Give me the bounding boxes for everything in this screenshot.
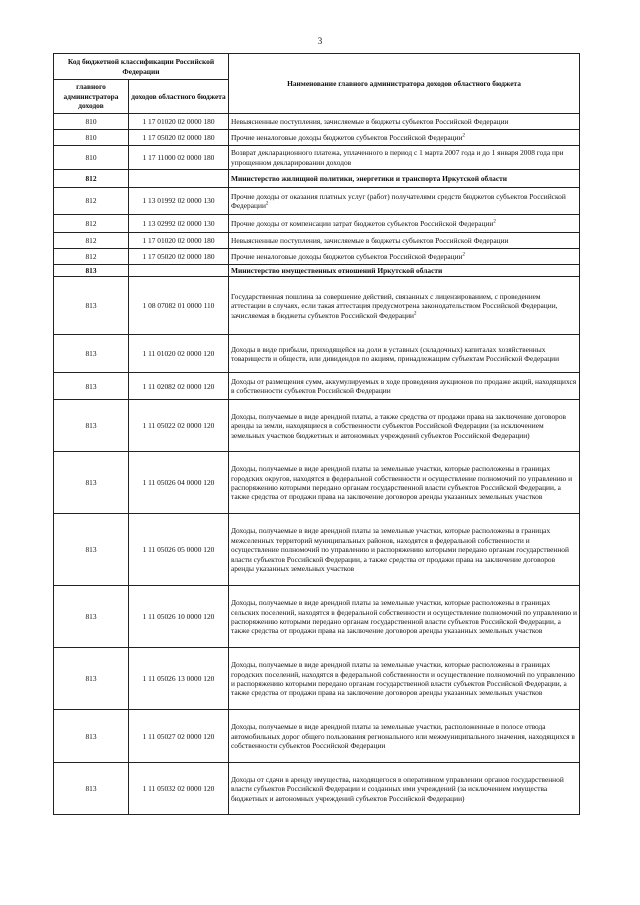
table-row	[54, 335, 580, 373]
income-code-cell: 1 11 05026 04 0000 120	[129, 452, 229, 514]
income-name-cell	[229, 233, 580, 249]
income-code-cell: 1 17 05020 02 0000 180	[129, 249, 229, 265]
admin-code-cell: 813	[54, 648, 129, 710]
income-name-text: Доходы, получаемые в виде арендной платы за земельные участки, расположенные в полосе отвода автомобильных дорог общего пользования регионального или межмуниципального значения, находящихся в собственности субъектов Российской Федерации	[231, 722, 575, 751]
income-code-cell: 1 11 05032 02 0000 120	[129, 763, 229, 815]
table-row	[54, 763, 580, 815]
admin-code-cell: 813	[54, 452, 129, 514]
income-name-cell	[229, 277, 580, 335]
income-name-cell	[229, 373, 580, 400]
ministry-row	[54, 265, 580, 277]
admin-code-cell: 812	[54, 233, 129, 249]
income-name-cell	[229, 400, 580, 452]
income-code-cell	[129, 265, 229, 277]
income-name-text: Доходы в виде прибыли, приходящейся на доли в уставных (складочных) капиталах хозяйственных товариществ и обществ, или дивидендов по акциям, принадлежащим субъектам Российской Федерации	[231, 344, 560, 363]
income-code-cell: 1 11 05022 02 0000 120	[129, 400, 229, 452]
income-name-text: Министерство имущественных отношений Иркутской области	[231, 266, 443, 275]
income-name-cell	[229, 648, 580, 710]
income-code-cell: 1 13 01992 02 0000 130	[129, 188, 229, 215]
income-name-cell	[229, 452, 580, 514]
admin-code-cell: 812	[54, 170, 129, 188]
budget-classification-table	[53, 53, 580, 815]
income-name-cell	[229, 215, 580, 233]
income-name-cell	[229, 130, 580, 146]
admin-code-cell: 813	[54, 373, 129, 400]
admin-code-cell: 812	[54, 188, 129, 215]
admin-code-cell: 813	[54, 586, 129, 648]
ministry-row	[54, 170, 580, 188]
admin-code-cell: 813	[54, 763, 129, 815]
header-admin-code: главного администратора доходов	[54, 80, 129, 114]
admin-code-cell: 812	[54, 249, 129, 265]
income-code-cell: 1 11 05026 10 0000 120	[129, 586, 229, 648]
table-row	[54, 130, 580, 146]
income-name-text: Государственная пошлина за совершение действий, связанных с лицензированием, с проведением аттестации в случаях, если такая аттестация предусмотрена законодательством Российской Федерации, зачисляемая в бюджеты субъектов Российской Федерации	[231, 291, 558, 320]
income-name-text: Доходы, получаемые в виде арендной платы за земельные участки, которые расположены в границах сельских поселений, находятся в федеральной собственности и осуществление полномочий по управлению и распоряжению которыми передано органам государственной власти субъектов Российской Федерации, а также средства от продажи права на заключение договоров аренды указанных земельных участков	[231, 598, 577, 636]
income-code-cell: 1 11 05026 13 0000 120	[129, 648, 229, 710]
income-name-text: Доходы, получаемые в виде арендной платы за земельные участки, которые расположены в границах городских поселений, находятся в федеральной собственности и осуществление полномочий по управлению и распоряжению которыми передано органам государственной власти субъектов Российской Федерации, а также средства от продажи права на заключение договоров аренды указанных земельных участков	[231, 660, 575, 698]
table-row	[54, 452, 580, 514]
footnote-marker: 2	[493, 219, 496, 225]
admin-code-cell: 813	[54, 514, 129, 586]
table-row	[54, 710, 580, 763]
table-row	[54, 373, 580, 400]
income-name-text: Прочие неналоговые доходы бюджетов субъектов Российской Федерации	[231, 132, 463, 142]
header-administrator-name: Наименование главного администратора доходов областного бюджета	[229, 54, 580, 114]
income-code-cell: 1 17 11000 02 0000 180	[129, 146, 229, 170]
income-name-text: Доходы от размещения сумм, аккумулируемых в ходе проведения аукционов по продаже акций, находящихся в собственности субъектов Российской Федерации	[231, 377, 577, 396]
table-body	[54, 114, 580, 815]
income-name-cell	[229, 249, 580, 265]
income-name-text: Доходы, получаемые в виде арендной платы, а также средства от продажи права на заключение договоров аренды за земли, находящиеся в собственности субъектов Российской Федерации (за исключением земельных участков бюджетных и автономных учреждений субъектов Российской Федерации)	[231, 411, 567, 440]
income-name-cell	[229, 188, 580, 215]
table-row	[54, 146, 580, 170]
footnote-marker: 2	[462, 133, 466, 139]
admin-code-cell: 813	[54, 265, 129, 277]
income-code-cell: 1 11 05027 02 0000 120	[129, 710, 229, 763]
ministry-name-cell	[229, 265, 580, 277]
income-name-text: Доходы, получаемые в виде арендной платы за земельные участки, которые расположены в границах городских округов, находятся в федеральной собственности и осуществление полномочий по управлению и распоряжению которыми передано органам государственной власти субъектов Российской Федерации, а также средства от продажи права на заключение договоров аренды указанных земельных участков	[231, 464, 573, 502]
table-row	[54, 114, 580, 130]
income-code-cell	[129, 170, 229, 188]
header-classification-code: Код бюджетной классификации Российской Федерации	[54, 54, 229, 80]
income-code-cell: 1 17 01020 02 0000 180	[129, 114, 229, 130]
income-code-cell: 1 17 05020 02 0000 180	[129, 130, 229, 146]
admin-code-cell: 813	[54, 400, 129, 452]
admin-code-cell: 813	[54, 335, 129, 373]
table-row	[54, 277, 580, 335]
income-name-text: Доходы, получаемые в виде арендной платы за земельные участки, которые расположены в границах межселенных территорий муниципальных районов, находятся в федеральной собственности и осуществление полномочий по управлению и распоряжению которыми передано органам государственной власти субъектов Российской Федерации, а также средства от продажи права на заключение договоров аренды указанных земельных участков	[231, 526, 569, 574]
income-name-text: Прочие доходы от компенсации затрат бюджетов субъектов Российской Федерации	[231, 218, 494, 228]
footnote-marker: 2	[462, 252, 466, 258]
income-name-text: Возврат декларационного платежа, уплаченного в период с 1 марта 2007 года и до 1 января 2008 года при упрощенном декларировании доходов	[231, 148, 564, 167]
admin-code-cell: 813	[54, 710, 129, 763]
footnote-marker: 2	[265, 201, 269, 207]
income-name-text: Доходы от сдачи в аренду имущества, находящегося в оперативном управлении органов государственной власти субъектов Российской Федерации и созданных ими учреждений (за исключением имущества бюджетных и автономных учреждений субъектов Российской Федерации)	[231, 774, 564, 803]
table-row	[54, 514, 580, 586]
admin-code-cell: 810	[54, 130, 129, 146]
income-name-cell	[229, 763, 580, 815]
income-name-cell	[229, 335, 580, 373]
income-code-cell: 1 13 02992 02 0000 130	[129, 215, 229, 233]
table-row	[54, 586, 580, 648]
ministry-name-cell	[229, 170, 580, 188]
admin-code-cell: 810	[54, 146, 129, 170]
table-row	[54, 188, 580, 215]
table-row	[54, 249, 580, 265]
income-code-cell: 1 17 01020 02 0000 180	[129, 233, 229, 249]
income-name-cell	[229, 710, 580, 763]
income-name-cell	[229, 586, 580, 648]
table-row	[54, 648, 580, 710]
income-name-cell	[229, 146, 580, 170]
page-number: 3	[317, 36, 323, 46]
table-row	[54, 400, 580, 452]
income-code-cell: 1 11 01020 02 0000 120	[129, 335, 229, 373]
income-name-text: Министерство жилищной политики, энергетики и транспорта Иркутской области	[231, 173, 508, 183]
admin-code-cell: 810	[54, 114, 129, 130]
income-name-text: Прочие доходы от оказания платных услуг (работ) получателями средств бюджетов субъектов Российской Федерации	[231, 191, 566, 210]
income-code-cell: 1 11 05026 05 0000 120	[129, 514, 229, 586]
footnote-marker: 2	[414, 311, 417, 317]
income-name-text: Прочие неналоговые доходы бюджетов субъектов Российской Федерации	[231, 251, 463, 261]
header-income-code: доходов областного бюджета	[129, 80, 229, 114]
income-code-cell: 1 11 02082 02 0000 120	[129, 373, 229, 400]
income-code-cell: 1 08 07082 01 0000 110	[129, 277, 229, 335]
income-name-cell	[229, 514, 580, 586]
income-name-text: Невыясненные поступления, зачисляемые в бюджеты субъектов Российской Федерации	[231, 116, 509, 126]
admin-code-cell: 812	[54, 215, 129, 233]
income-name-cell	[229, 114, 580, 130]
table-row	[54, 233, 580, 249]
income-name-text: Невыясненные поступления, зачисляемые в бюджеты субъектов Российской Федерации	[231, 235, 509, 245]
table-row	[54, 215, 580, 233]
admin-code-cell: 813	[54, 277, 129, 335]
